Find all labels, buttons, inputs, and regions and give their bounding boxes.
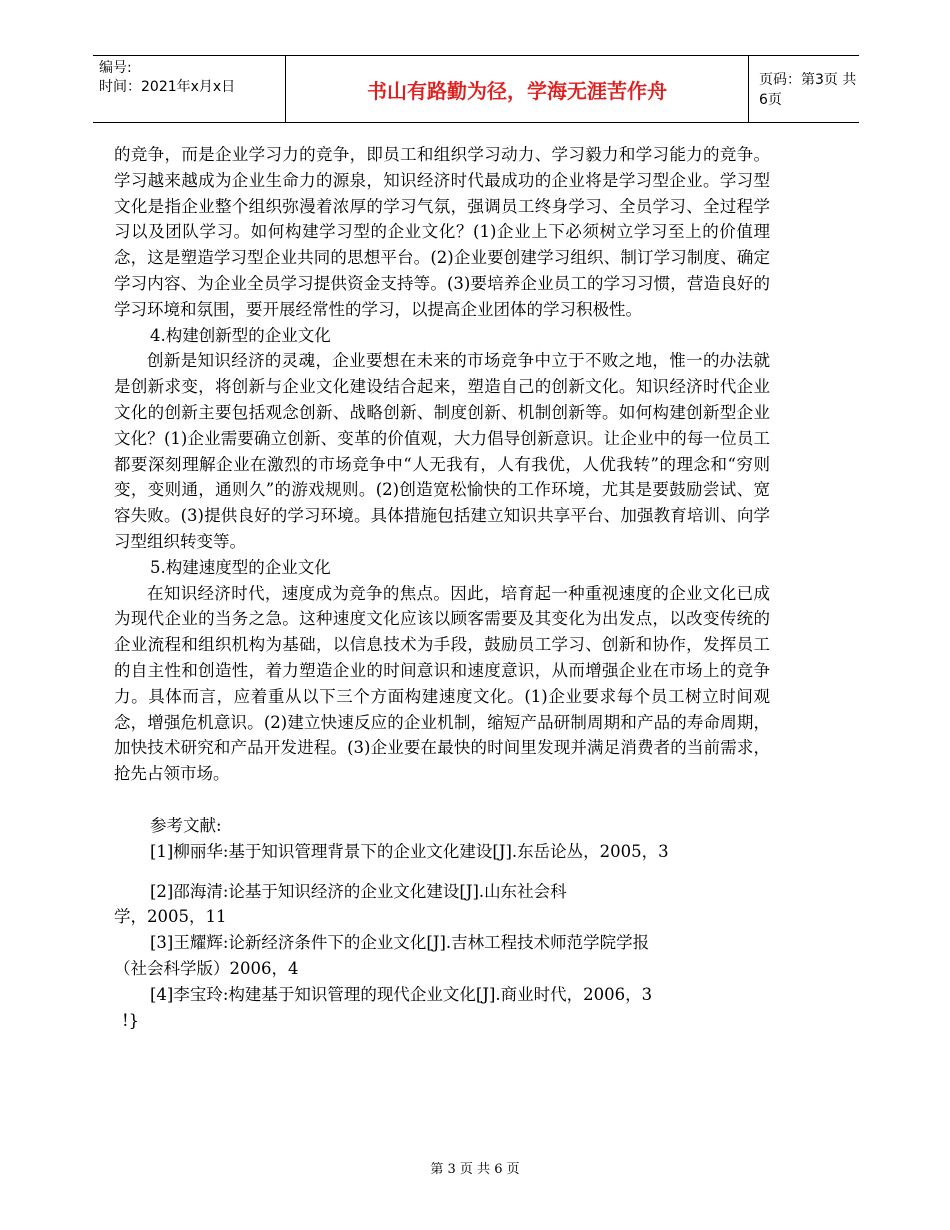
- reference-3: [3]王耀辉:论新经济条件下的企业文化[J].吉林工程技术师范学院学报: [150, 933, 650, 953]
- references-title: 参考文献:: [150, 815, 222, 835]
- page-footer: 第 3 页 共 6 页: [430, 1162, 520, 1177]
- section-heading-innovation: 4.构建创新型的企业文化: [150, 325, 331, 345]
- reference-2-continued: 学，2005，11: [114, 907, 227, 927]
- paragraph-learning-culture: 的竞争，而是企业学习力的竞争，即员工和组织学习动力、学习毅力和学习能力的竞争。学习越来越成为企业生命力的源泉，知识经济时代最成功的企业将是学习型企业。学习型文化是指企业整个组织弥漫着浓厚的学习气氛，强调员工终身学习、全员学习、全过程学习以及团队学习。如何构建学习型的企业文化？(1)企业上下必须树立学习至上的价值理念，这是塑造学习型企业共同的思想平台。(2)企业要创建学习组织、制订学习制度、确定学习内容、为企业全员学习提供资金支持等。(3)要培养企业员工的学习习惯，营造良好的学习环境和氛围，要开展经常性的学习，以提高企业团体的学习积极性。: [114, 145, 770, 319]
- page-header: [93, 55, 859, 123]
- section-heading-speed: 5.构建速度型的企业文化: [150, 557, 331, 577]
- header-meta: [99, 59, 281, 97]
- reference-3-continued: （社会科学版）2006，4: [114, 958, 299, 978]
- paragraph-speed-culture: 在知识经济时代，速度成为竞争的焦点。因此，培育起一种重视速度的企业文化已成为现代企业的当务之急。这种速度文化应该以顾客需要及其变化为出发点，以改变传统的企业流程和组织机构为基础，以信息技术为手段，鼓励员工学习、创新和协作，发挥员工的自主性和创造性，着力塑造企业的时间意识和速度意识，从而增强企业在市场上的竞争力。具体而言，应着重从以下三个方面构建速度文化。(1)企业要求每个员工树立时间观念，增强危机意识。(2)建立快速反应的企业机制，缩短产品研制周期和产品的寿命周期，加快技术研究和产品开发进程。(3)企业要在最快的时间里发现并满足消费者的当前需求，抢先占领市场。: [114, 583, 770, 784]
- reference-2: [2]邵海清:论基于知识经济的企业文化建设[J].山东社会科: [150, 881, 567, 901]
- time-label: 时间：2021年x月x日: [99, 79, 236, 95]
- header-page-label: 页码：第3页 共6页: [759, 72, 857, 108]
- document-body: [114, 142, 770, 1033]
- number-label: 编号:: [99, 60, 132, 76]
- reference-4: [4]李宝玲:构建基于知识管理的现代企业文化[J].商业时代，2006，3: [150, 984, 653, 1004]
- reference-4-continued: !}: [122, 1010, 140, 1030]
- paragraph-innovation-culture: 创新是知识经济的灵魂，企业要想在未来的市场竞争中立于不败之地，惟一的办法就是创新求变，将创新与企业文化建设结合起来，塑造自己的创新文化。知识经济时代企业文化的创新主要包括观念创新、战略创新、制度创新、机制创新等。如何构建创新型企业文化？(1)企业需要确立创新、变革的价值观，大力倡导创新意识。让企业中的每一位员工都要深刻理解企业在激烈的市场竞争中“人无我有，人有我优，人优我转”的理念和“穷则变，变则通，通则久”的游戏规则。(2)创造宽松愉快的工作环境，尤其是要鼓励尝试、宽容失败。(3)提供良好的学习环境。具体措施包括建立知识共享平台、加强教育培训、向学习型组织转变等。: [114, 351, 770, 551]
- reference-1: [1]柳丽华:基于知识管理背景下的企业文化建设[J].东岳论丛，2005，3: [150, 841, 669, 861]
- header-motto: 书山有路勤为径，学海无涯苦作舟: [285, 56, 749, 122]
